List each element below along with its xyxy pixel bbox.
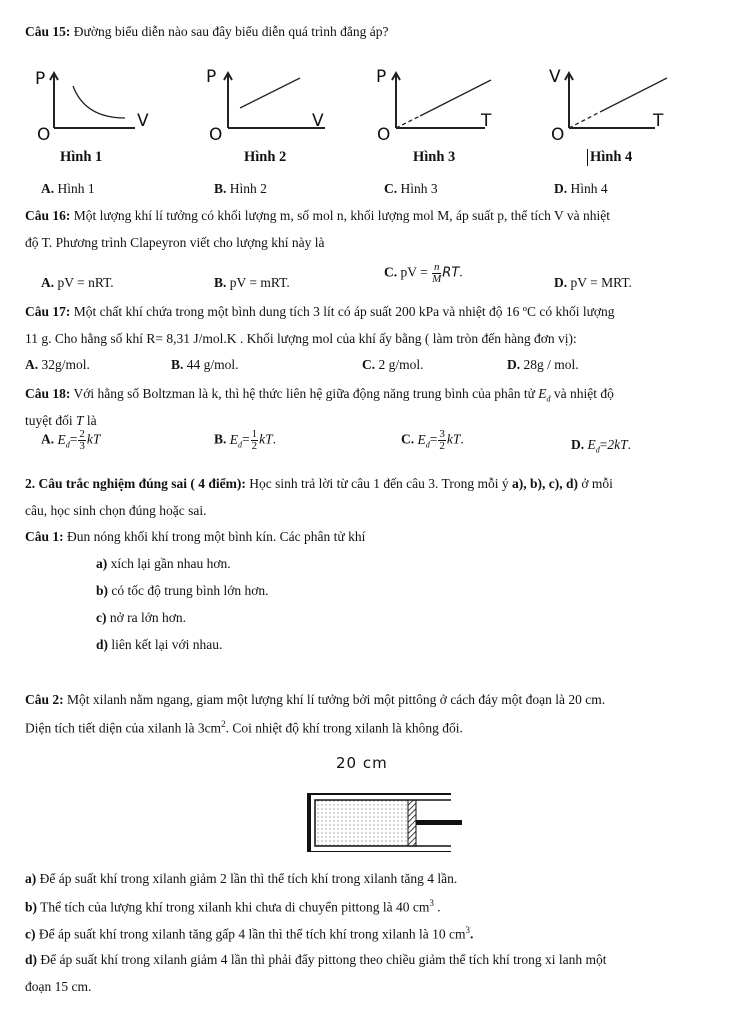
q18-number: Câu 18:: [25, 386, 71, 401]
cylinder-figure: [305, 772, 465, 852]
q17-option-c[interactable]: [362, 357, 424, 373]
item-text: nở ra lớn hơn.: [109, 610, 187, 625]
q15-option-b[interactable]: [214, 181, 267, 197]
graph3-dashed: [396, 116, 420, 128]
piston: [408, 800, 416, 846]
tf2-item-b[interactable]: [25, 898, 441, 916]
option-text: pV = mRT.: [229, 275, 290, 290]
fraction-denominator: 2: [439, 440, 445, 452]
q16-option-b[interactable]: [214, 275, 290, 291]
q18-option-d[interactable]: [571, 437, 631, 455]
option-key: B.: [214, 181, 227, 196]
part2-text3: câu, học sinh chọn đúng hoặc sai.: [25, 503, 207, 518]
tf2-text1: Một xilanh nằm ngang, giam một lượng khí lí tưởng bởi một pittông ở cách đáy một đoạn là 20 cm.: [67, 692, 606, 707]
tf1-item-b[interactable]: [96, 583, 269, 599]
graph3-caption: Hình 3: [413, 149, 456, 165]
fraction-denominator: 2: [251, 440, 258, 452]
tf2-item-d[interactable]: [25, 952, 607, 968]
part2-b: b),: [529, 476, 546, 491]
item-key: d): [96, 637, 109, 652]
part2-heading: 2. Câu trắc nghiệm đúng sai ( 4 điểm):: [25, 476, 246, 491]
fraction-numerator: n: [433, 261, 440, 273]
tf1-item-d[interactable]: [96, 637, 222, 653]
item-sup: 3: [429, 898, 434, 908]
tf1-item-c[interactable]: [96, 610, 186, 626]
option-key: C.: [401, 431, 415, 447]
item-text: Để áp suất khí trong xilanh giảm 4 lần thì phải đẩy pittong theo chiều giảm thể tích khí trong xi lanh một: [40, 952, 607, 967]
item-key: c): [96, 610, 107, 625]
option-text: 44 g/mol.: [186, 357, 239, 372]
graph3-xlabel: T: [481, 111, 492, 131]
symbol-d: đ: [595, 445, 600, 455]
q18-stem-line2: [25, 413, 97, 429]
option-kt: kT: [446, 431, 461, 447]
piston-rod: [416, 820, 462, 825]
tf2-item-c[interactable]: [25, 925, 473, 943]
graph1-xlabel: V: [137, 111, 149, 131]
item-end: .: [470, 926, 474, 942]
fraction: [251, 429, 259, 452]
tf1-text: Đun nóng khối khí trong một bình kín. Các phân tử khí: [67, 529, 366, 544]
tf2-text2a: Diện tích tiết diện của xilanh là 3cm: [25, 720, 222, 736]
fraction-denominator: 3: [79, 440, 85, 452]
option-key: A.: [41, 431, 55, 447]
cylinder-length-label: 20 cm: [336, 754, 388, 772]
q15-graphs: [25, 60, 715, 142]
q18-option-b[interactable]: [214, 429, 276, 452]
option-symbol: [587, 437, 600, 455]
option-text: Hình 2: [229, 181, 267, 196]
option-text: Hình 4: [570, 181, 608, 196]
option-text-rt: RT: [442, 265, 460, 281]
option-key: A.: [41, 181, 55, 196]
symbol-e: E: [417, 431, 426, 447]
option-key: D.: [554, 181, 568, 196]
graph2-line: [240, 78, 300, 108]
graph1-caption: Hình 1: [60, 149, 103, 165]
part2-d: d): [565, 476, 578, 491]
symbol-d: đ: [425, 440, 430, 450]
tf2-stem-line1: [25, 692, 605, 708]
gas-region: [315, 800, 409, 846]
item-end: .: [433, 899, 441, 915]
option-text: Hình 1: [57, 181, 95, 196]
graph2-caption: Hình 2: [244, 149, 287, 165]
tf2-number: Câu 2:: [25, 692, 64, 707]
part2-header-line1: [25, 476, 613, 492]
part2-c: c),: [548, 476, 563, 491]
q17-text1: Một chất khí chứa trong một bình dung tích 3 lít có áp suất 200 kPa và nhiệt độ 16 ºC có khối lượng: [73, 304, 615, 319]
item-key: c): [25, 926, 36, 942]
q17-text2: 11 g. Cho hằng số khí R= 8,31 J/mol.K . Khối lượng mol của khí ấy bằng ( làm tròn đến hàng đơn vị):: [25, 331, 577, 346]
option-text: pV = nRT.: [57, 275, 114, 290]
item-text: Để áp suất khí trong xilanh tăng gấp 4 lần thì thể tích khí trong xilanh là 10 cm: [38, 926, 466, 942]
part2-a: a),: [511, 476, 527, 491]
item-key: a): [96, 556, 108, 571]
graph4-dashed: [569, 112, 600, 128]
fraction: [438, 429, 446, 452]
tf2-item-d-continued: đoạn 15 cm.: [25, 979, 92, 994]
option-key: B.: [171, 357, 184, 372]
item-sup: 3: [465, 925, 471, 935]
q15-option-a[interactable]: [41, 181, 95, 197]
part2-text2: ở mỗi: [581, 476, 613, 491]
tf1-number: Câu 1:: [25, 529, 64, 544]
tf1-item-a[interactable]: [96, 556, 231, 572]
fraction-numerator: 1: [251, 428, 258, 440]
graph2-origin: O: [209, 125, 223, 142]
symbol-e: E: [57, 431, 66, 447]
q17-number: Câu 17:: [25, 304, 71, 319]
graph2-xlabel: V: [312, 111, 324, 131]
option-end: .: [627, 437, 631, 452]
q16-option-d[interactable]: [554, 275, 632, 291]
q18-text1b: và nhiệt độ: [553, 386, 614, 401]
option-eq: =: [69, 431, 78, 447]
item-text: liên kết lại với nhau.: [111, 637, 223, 652]
item-text: Để áp suất khí trong xilanh giảm 2 lần thì thể tích khí trong xilanh tăng 4 lần.: [39, 871, 458, 886]
option-eq: =: [599, 437, 608, 452]
symbol-d: đ: [238, 440, 243, 450]
option-end: .: [272, 431, 277, 447]
tf2-item-a[interactable]: [25, 871, 457, 887]
q15-text: Đường biểu diễn nào sau đây biểu diễn quá trình đẳng áp?: [73, 24, 389, 39]
graph2-ylabel: P: [206, 67, 217, 87]
graph3-origin: O: [377, 125, 391, 142]
graph4-origin: O: [551, 125, 565, 142]
q16-stem-line1: [25, 208, 610, 224]
graph1-origin: O: [37, 125, 51, 142]
q17-option-a[interactable]: [25, 357, 90, 373]
graph1-ylabel: P: [35, 69, 46, 89]
q18-text2b: là: [86, 413, 97, 428]
q15-stem: [25, 24, 389, 40]
option-eq: =: [429, 431, 438, 447]
symbol-d: đ: [65, 440, 70, 450]
tf1-stem: [25, 529, 365, 545]
graph4-line: [600, 78, 667, 112]
tf2-text2b: . Coi nhiệt độ khí trong xilanh là không đổi.: [225, 720, 463, 736]
option-eq: =: [242, 431, 250, 447]
q15-option-d[interactable]: [554, 181, 608, 197]
graph4-caption: Hình 4: [587, 149, 632, 166]
option-key: A.: [25, 357, 39, 372]
q18-option-a[interactable]: [41, 429, 100, 452]
option-text: 2 g/mol.: [378, 357, 424, 372]
fraction-denominator: M: [432, 273, 442, 285]
q15-option-c[interactable]: [384, 181, 438, 197]
q15-number: Câu 15:: [25, 24, 71, 39]
option-text: Hình 3: [400, 181, 438, 196]
option-key: B.: [214, 431, 227, 447]
option-text: pV = MRT.: [570, 275, 632, 290]
option-symbol: [229, 431, 243, 450]
cylinder-base: [307, 793, 311, 852]
option-end: .: [459, 264, 463, 280]
graph4-ylabel: V: [549, 67, 561, 87]
graph4-xlabel: T: [653, 111, 664, 131]
fraction-numerator: 3: [439, 428, 445, 440]
q18-text1a: Với hằng số Boltzman là k, thì hệ thức liên hệ giữa động năng trung bình của phân tử: [73, 386, 535, 401]
item-text: Thể tích của lượng khí trong xilanh khi chưa di chuyển pittong là 40 cm: [40, 899, 430, 915]
option-key: C.: [384, 181, 398, 196]
option-text: 28g / mol.: [523, 357, 579, 372]
q17-option-d[interactable]: [507, 357, 579, 373]
option-key: C.: [362, 357, 376, 372]
fraction: [432, 262, 441, 285]
symbol-e: E: [538, 386, 547, 401]
q16-option-a[interactable]: [41, 275, 114, 291]
option-text: 32g/mol.: [41, 357, 90, 372]
q16-text2: độ T. Phương trình Clapeyron viết cho lượng khí này là: [25, 235, 325, 250]
fraction-numerator: 2: [79, 428, 85, 440]
q18-stem-line1: [25, 386, 614, 404]
symbol-e: E: [587, 437, 596, 452]
option-kt: kT: [86, 431, 101, 447]
q17-option-b[interactable]: [171, 357, 239, 373]
item-text: xích lại gần nhau hơn.: [110, 556, 231, 571]
item-key: a): [25, 871, 37, 886]
option-kt: kT: [259, 431, 273, 447]
option-end: .: [460, 431, 464, 447]
option-text: pV =: [400, 264, 432, 280]
q16-option-c[interactable]: [384, 262, 463, 285]
q16-number: Câu 16:: [25, 208, 71, 223]
option-kt: 2kT: [607, 437, 628, 452]
tf2-stem-line2: [25, 719, 463, 737]
option-key: D.: [554, 275, 568, 290]
tf2-sup: 2: [221, 719, 226, 729]
q18-option-c[interactable]: [401, 429, 464, 452]
q18-text2a: tuyệt đối: [25, 413, 73, 428]
item-key: b): [25, 899, 38, 915]
option-symbol: [57, 431, 70, 450]
option-key: A.: [41, 275, 55, 290]
item-key: b): [96, 583, 109, 598]
option-key: B.: [214, 275, 227, 290]
fraction: [78, 429, 86, 452]
option-key: D.: [507, 357, 521, 372]
option-key: D.: [571, 437, 585, 452]
item-text: có tốc độ trung bình lớn hơn.: [111, 583, 269, 598]
symbol-d: đ: [546, 394, 551, 404]
graph1-curve: [73, 86, 125, 118]
q16-text1: Một lượng khí lí tưởng có khối lượng m, số mol n, khối lượng mol M, áp suất p, thể tích V và nhiệt: [73, 208, 610, 223]
symbol-e: E: [229, 431, 239, 447]
q18-symbol-e: [538, 386, 551, 404]
option-symbol: [417, 431, 430, 450]
part2-text1: Học sinh trả lời từ câu 1 đến câu 3. Trong mỗi ý: [249, 476, 509, 491]
item-key: d): [25, 952, 38, 967]
q18-symbol-t: T: [76, 413, 84, 428]
graph3-ylabel: P: [376, 67, 387, 87]
q17-stem-line1: [25, 304, 615, 320]
option-key: C.: [384, 264, 398, 280]
